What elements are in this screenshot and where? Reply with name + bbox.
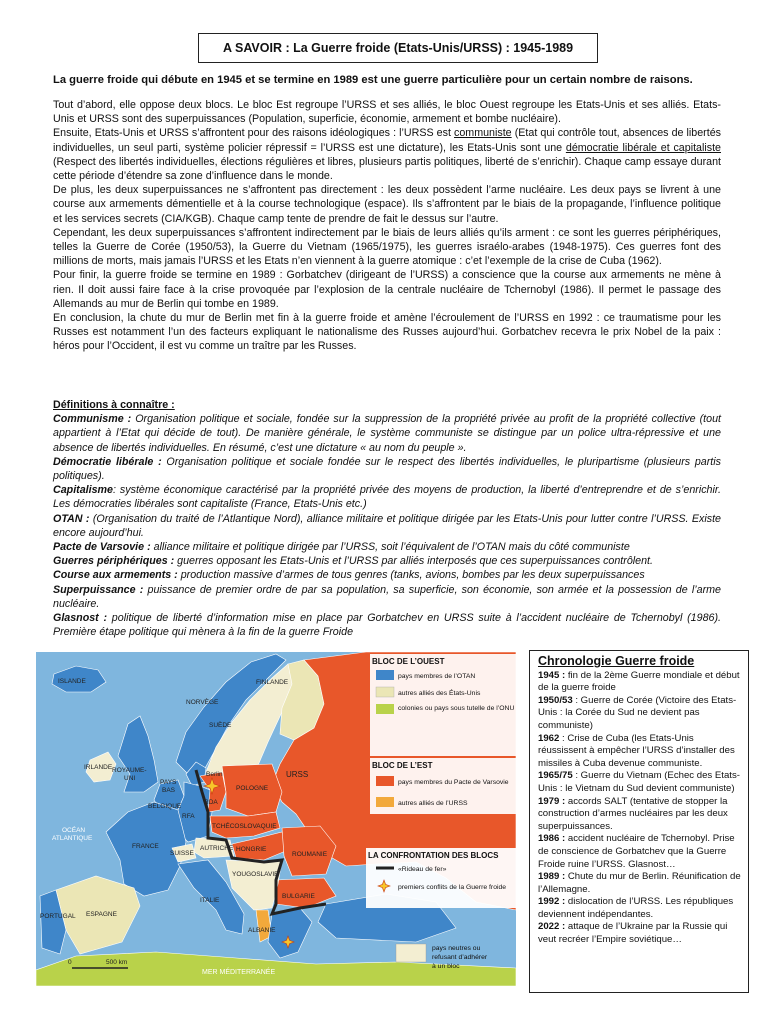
legend-neutral-2: refusant d’adhérer <box>432 954 488 961</box>
definition-term: Glasnost : <box>53 612 108 625</box>
definition-term: Démocratie libérale : <box>53 455 162 468</box>
label-royaume-uni-1: ROYAUME- <box>112 767 147 774</box>
label-suede: SUÈDE <box>209 722 232 729</box>
label-tchecoslovaquie: TCHÉCOSLOVAQUIE <box>212 823 277 830</box>
label-pologne: POLOGNE <box>236 785 269 792</box>
chronology-year: 1965/75 <box>538 770 573 782</box>
definition-item <box>53 483 721 511</box>
definition-item <box>53 554 721 568</box>
definitions-section <box>53 398 721 639</box>
chronology-item <box>538 921 741 946</box>
label-norvege: NORVÈGE <box>186 699 219 706</box>
label-italie: ITALIE <box>200 897 220 904</box>
chronology-item <box>538 695 741 733</box>
term-democratie: démocratie libérale et capitaliste <box>565 141 721 154</box>
scale-0: 0 <box>68 959 72 966</box>
paragraph-ideologies: Ensuite, Etats-Unis et URSS s’affrontent pour des raisons idéologiques : l’URSS est communiste (Etat qui contrôle tout, absences de libertés individuelles, un seul parti, système policier répressif = l’URSS est une dictature), les Etats-Unis sont une démocratie libérale et capitaliste (Respect des libertés individuelles, élections régulières et libres, plusieurs partis politiques, liberté de s’enrichir). Chaque camp essaye durant cette période d’étendre sa zone d’influence dans le monde. <box>53 127 721 183</box>
paragraph-conclusion: En conclusion, la chute du mur de Berlin met fin à la guerre froide et amène l’écroulement de l’URSS en 1992 : ce traumatisme pour les Russes est notamment l’un des facteurs expliquant le nationalisme des Russes aujourd’hui. Gorbatchev recevra le prix Nobel de la paix : héros pour l’Occident, il est vu comme un traître par les Russes. <box>53 312 721 353</box>
label-portugal: PORTUGAL <box>40 913 76 920</box>
scale-500: 500 km <box>106 959 128 966</box>
legend-conflicts: premiers conflits de la Guerre froide <box>398 884 507 891</box>
chronology-text: accords SALT (tentative de stopper la construction d’armes nucléaires par les deux superpuissances. <box>538 795 728 832</box>
label-yougoslavie: YOUGOSLAVIE <box>232 871 279 878</box>
chronology-item <box>538 733 741 771</box>
legend-otan: pays membres de l’OTAN <box>398 673 476 680</box>
chronology-item <box>538 796 741 834</box>
definition-text: production massive d’armes de tous genres (tanks, avions, bombes par les deux superpuissances <box>177 569 645 582</box>
legend-iron-curtain: «Rideau de fer» <box>398 866 447 873</box>
definition-item <box>53 611 721 639</box>
definition-item <box>53 455 721 483</box>
label-suisse: SUISSE <box>170 850 194 857</box>
chronology-item <box>538 896 741 921</box>
legend-allies-us: autres alliés des États-Unis <box>398 690 481 697</box>
legend-west-title: BLOC DE L’OUEST <box>372 657 445 666</box>
label-paysbas-2: BAS <box>162 787 176 794</box>
label-royaume-uni-2: UNI <box>124 775 136 782</box>
chronology-year: 1989 : <box>538 871 566 883</box>
definition-term: Pacte de Varsovie : <box>53 541 151 554</box>
definition-text: alliance militaire et politique dirigée par l’URSS, soit l’équivalent de l’OTAN mais du côté communiste <box>150 541 630 554</box>
definition-item <box>53 568 721 582</box>
definition-term: OTAN : <box>53 512 90 525</box>
definition-item <box>53 412 721 455</box>
label-belgique: BELGIQUE <box>148 803 182 810</box>
chronology-year: 1962 <box>538 732 560 744</box>
chronology-year: 2022 : <box>538 921 566 933</box>
definition-term: Guerres périphériques : <box>53 555 175 568</box>
main-text <box>53 98 721 354</box>
definition-text: Organisation politique et sociale, fondée sur la suppression de la propriété privée au profit de la propriété collective (tout appartient à l’Etat qui décide de tout). De manière générale, le système communiste se distingue par un police ultra-répressive et une absence de libertés individuelles. En résumé, c’est une dictature « au nom du peuple ». <box>53 413 721 454</box>
definition-text: guerres opposant les Etats-Unis et l’URSS par alliés interposés que ces superpuissances contrôlent. <box>174 555 653 568</box>
legend-varsovie-swatch <box>376 776 394 786</box>
label-hongrie: HONGRIE <box>236 846 267 853</box>
legend-colonies-swatch <box>376 704 394 714</box>
legend-allies-urss: autres alliés de l’URSS <box>398 800 468 807</box>
cold-war-europe-map <box>36 652 516 986</box>
chronology-box <box>529 650 749 993</box>
label-bulgarie: BULGARIE <box>282 893 315 900</box>
legend-colonies: colonies ou pays sous tutelle de l’ONU <box>398 705 515 712</box>
page-title: A SAVOIR : La Guerre froide (Etats-Unis/URSS) : 1945-1989 <box>198 33 598 63</box>
legend-allies-urss-swatch <box>376 797 394 807</box>
paragraph-fin: Pour finir, la guerre froide se termine en 1989 : Gorbatchev (dirigeant de l’URSS) a conscience que la course aux armements ne mène à rien. Il doit aussi faire face à la crise provoquée par l’explosion de la centrale nucléaire de Tchernobyl (1986). Il permet le passage des Allemands au mur de Berlin qui tombe en 1989. <box>53 269 721 310</box>
label-irlande: IRLANDE <box>84 764 113 771</box>
paragraph-guerres-peripheriques: Cependant, les deux superpuissances s’affrontent indirectement par le biais de leurs alliés qu’ils arment : ce sont les guerres périphériques, telles la Guerre de Corée (1950/53), la Guerre du Vietnam (1965/1975), les guerres israélo-arabes (1948-1975). Ces guerres font des millions de morts, mais jamais l’URSS et les Etats n’en viennent à la guerre atomique : c’et l’exemple de la crise de Cuba (1962). <box>53 226 721 268</box>
definition-text: (Organisation du traité de l’Atlantique Nord), alliance militaire et politique dirigée par les Etats-Unis pour lutter contre l’URSS. Existe encore aujourd’hui. <box>53 512 722 539</box>
definition-item <box>53 512 721 540</box>
label-roumanie: ROUMANIE <box>292 851 328 858</box>
legend-conf-title: LA CONFRONTATION DES BLOCS <box>368 851 499 860</box>
label-mer: MER MÉDITERRANÉE <box>202 969 276 976</box>
definition-item <box>53 583 721 611</box>
paragraph-blocs: Tout d’abord, elle oppose deux blocs. Le bloc Est regroupe l’URSS et ses alliés, le bloc Ouest regroupe les Etats-Unis et ses alliés. Etats-Unis et URSS sont des superpuissances (Population, superficie, économie, armement et bombe nucléaire). <box>53 99 721 126</box>
label-espagne: ESPAGNE <box>86 911 117 918</box>
chronology-text: : Crise de Cuba (les Etats-Unis réussissent à empêcher l’URSS d’installer des missiles à Cuba devenue communiste. <box>538 732 735 769</box>
chronology-year: 1950/53 <box>538 694 573 706</box>
chronology-text: Chute du mur de Berlin. Réunification de l’Allemagne. <box>538 871 741 895</box>
definition-term: Communisme : <box>53 413 132 426</box>
legend-varsovie: pays membres du Pacte de Varsovie <box>398 779 509 786</box>
intro-sentence: La guerre froide qui débute en 1945 et se termine en 1989 est une guerre particulière pour un certain nombre de raisons. <box>53 74 693 86</box>
definition-term: Capitalisme <box>53 484 113 497</box>
label-france: FRANCE <box>132 843 159 850</box>
definition-term: Course aux armements : <box>53 569 178 582</box>
definitions-heading: Définitions à connaître : <box>53 399 175 411</box>
legend-neutral-1: pays neutres ou <box>432 945 481 952</box>
chronology-year: 1992 : <box>538 896 566 908</box>
definition-text: : système économique caractérisé par la propriété privée des moyens de production, la liberté d’entreprendre et de s’enrichir. Les démocraties libérales sont capitaliste (France, Etats-Unis etc.) <box>53 484 721 511</box>
label-autriche: AUTRICHE <box>200 845 234 852</box>
chronology-item <box>538 833 741 871</box>
chronology-text: accident nucléaire de Tchernobyl. Prise de conscience de Gorbatchev que la Guerre Froide ruine l’URSS. Glasnost… <box>538 833 735 870</box>
label-ocean-2: ATLANTIQUE <box>52 835 93 842</box>
chronology-text: dislocation de l’URSS. Les républiques deviennent indépendantes. <box>538 896 734 920</box>
chronology-year: 1986 : <box>538 833 566 845</box>
label-finlande: FINLANDE <box>256 679 289 686</box>
label-albanie: ALBANIE <box>248 927 276 934</box>
chronology-text: : Guerre de Corée (Victoire des Etats-Unis : la Corée du Sud ne devient pas communiste) <box>538 694 737 731</box>
definition-term: Superpuissance : <box>53 583 144 596</box>
label-rfa: RFA <box>182 813 195 820</box>
chronology-item <box>538 770 741 795</box>
chronology-year: 1979 : <box>538 795 566 807</box>
legend-otan-swatch <box>376 670 394 680</box>
label-paysbas-1: PAYS <box>160 779 177 786</box>
chronology-text: attaque de l’Ukraine par la Russie qui veut recréer l’Empire soviétique… <box>538 921 728 946</box>
label-berlin: Berlin <box>206 771 223 778</box>
chronology-item <box>538 871 741 896</box>
chronology-text: : Guerre du Vietnam (Echec des Etats-Unis : le Vietnam du Sud devient communiste) <box>538 770 740 794</box>
label-islande: ISLANDE <box>58 678 86 685</box>
chronology-text: fin de la 2ème Guerre mondiale et début de la guerre froide <box>538 669 740 694</box>
legend-allies-us-swatch <box>376 687 394 697</box>
definition-text: puissance de premier ordre de par sa population, sa superficie, son économie, son armée et la possession de l’arme nucléaire. <box>53 583 721 610</box>
chronology-year: 1945 : <box>538 669 566 681</box>
definition-item <box>53 540 721 554</box>
chronology-item <box>538 670 741 695</box>
label-rda: RDA <box>204 799 218 806</box>
chronology-title: Chronologie Guerre froide <box>538 654 695 668</box>
legend-neutral-swatch <box>396 944 426 962</box>
term-communiste: communiste <box>454 127 512 140</box>
definition-text: politique de liberté d’information mise en place par Gorbatchev en URSS suite à l’accident nucléaire de Tchernobyl (1986). Première étape politique qui mènera à la fin de la guerre Froide <box>53 612 721 639</box>
definition-text: Organisation politique et sociale fondée sur le respect des libertés individuelles, le pluripartisme (plusieurs partis politiques). <box>53 455 721 483</box>
legend-neutral-3: à un bloc <box>432 963 460 970</box>
paragraph-nucleaire: De plus, les deux superpuissances ne s’affrontent pas directement : les deux possèdent l’arme nucléaire. Les deux pays se livrent à une course aux armements démentielle et à la course technologique (espace). Ils s’affrontent par le biais de la propagande, l’influence politique et les services secrets (CIA/KGB). Chaque camp tente de prendre de fait le dessus sur l’autre. <box>53 184 721 225</box>
label-ocean-1: OCÉAN <box>62 827 86 834</box>
legend-east-title: BLOC DE L’EST <box>372 761 433 770</box>
label-urss: URSS <box>286 770 309 779</box>
